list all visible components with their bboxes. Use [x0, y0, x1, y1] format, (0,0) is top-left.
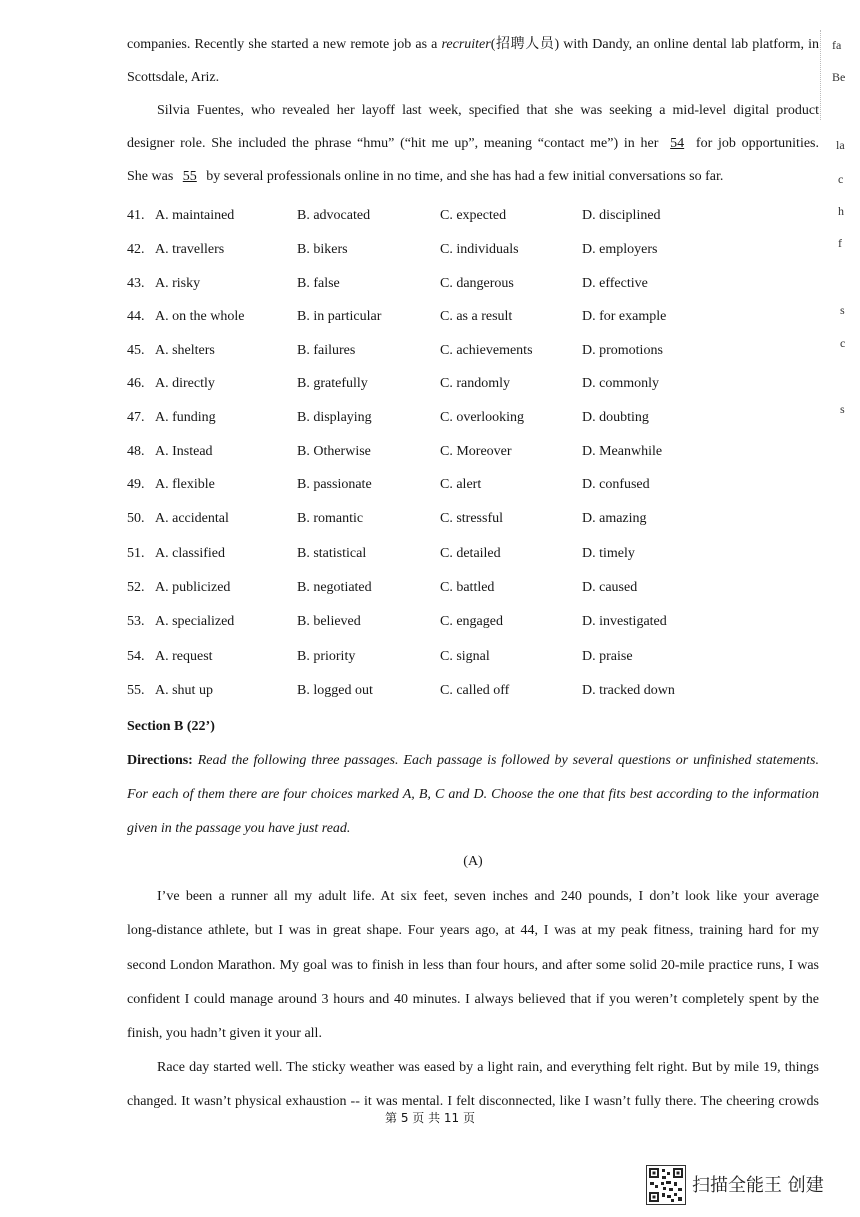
- question-number: 53.: [127, 614, 145, 629]
- option-b: B. failures: [297, 343, 356, 358]
- option-c: C. called off: [440, 683, 510, 698]
- option-b: B. believed: [297, 614, 361, 629]
- directions-line: Directions: Read the following three passages. Each passage is followed by several questions or unfinished statements.: [127, 753, 819, 768]
- option-a: A. maintained: [155, 208, 235, 223]
- option-b: B. gratefully: [297, 376, 368, 391]
- option-d: D. doubting: [582, 410, 649, 425]
- edge-fragment: s: [840, 402, 845, 416]
- watermark-text: 扫描全能王 创建: [692, 1175, 824, 1196]
- section-b-heading: Section B (22’): [127, 719, 215, 734]
- option-d: D. amazing: [582, 511, 647, 526]
- option-c: C. randomly: [440, 376, 510, 391]
- option-a: A. flexible: [155, 477, 215, 492]
- option-a: A. travellers: [155, 242, 225, 257]
- option-a: A. funding: [155, 410, 216, 425]
- option-c: C. as a result: [440, 309, 513, 324]
- option-row: [127, 510, 727, 528]
- option-c: C. expected: [440, 208, 507, 223]
- question-number: 42.: [127, 242, 145, 257]
- option-d: D. confused: [582, 477, 650, 492]
- question-number: 51.: [127, 546, 145, 561]
- passage-a-line: I’ve been a runner all my adult life. At six feet, seven inches and 240 pounds, I don’t look like your average: [157, 889, 819, 904]
- option-c: C. dangerous: [440, 276, 514, 291]
- option-row: [127, 241, 727, 259]
- edge-fragment: la: [836, 138, 845, 152]
- option-row: [127, 375, 727, 393]
- option-row: [127, 682, 727, 700]
- option-row: [127, 476, 727, 494]
- option-b: B. logged out: [297, 683, 373, 698]
- edge-fragment: c: [838, 172, 844, 186]
- option-row: [127, 613, 727, 631]
- recruiter-word: recruiter: [441, 37, 491, 52]
- option-d: D. tracked down: [582, 683, 675, 698]
- option-d: D. for example: [582, 309, 667, 324]
- option-c: C. individuals: [440, 242, 519, 257]
- option-d: D. effective: [582, 276, 648, 291]
- margin-dots: [820, 30, 821, 120]
- question-number: 48.: [127, 444, 145, 459]
- blank-54: 54: [670, 136, 685, 151]
- option-d: D. caused: [582, 580, 638, 595]
- question-number: 50.: [127, 511, 145, 526]
- option-b: B. Otherwise: [297, 444, 371, 459]
- option-b: B. advocated: [297, 208, 371, 223]
- edge-fragment: s: [840, 303, 845, 317]
- option-d: D. employers: [582, 242, 658, 257]
- option-b: B. negotiated: [297, 580, 372, 595]
- option-d: D. Meanwhile: [582, 444, 663, 459]
- question-number: 46.: [127, 376, 145, 391]
- passage-a-line: finish, you hadn’t given it your all.: [127, 1026, 322, 1041]
- option-a: A. shut up: [155, 683, 213, 698]
- question-number: 45.: [127, 343, 145, 358]
- option-a: A. specialized: [155, 614, 235, 629]
- question-number: 41.: [127, 208, 145, 223]
- option-b: B. romantic: [297, 511, 364, 526]
- option-row: [127, 648, 727, 666]
- option-a: A. request: [155, 649, 213, 664]
- option-b: B. statistical: [297, 546, 367, 561]
- edge-fragment: Be: [832, 70, 846, 84]
- passage-line: Silvia Fuentes, who revealed her layoff last week, specified that she was seeking a mid-level digital product: [157, 103, 819, 118]
- edge-fragment: fa: [832, 38, 842, 52]
- option-a: A. Instead: [155, 444, 213, 459]
- passage-line: She was 55 by several professionals online in no time, and she has had a few initial conversations so far.: [127, 169, 724, 184]
- option-c: C. detailed: [440, 546, 501, 561]
- question-number: 47.: [127, 410, 145, 425]
- qr-code-icon: [646, 1165, 686, 1205]
- option-row: [127, 275, 727, 293]
- option-b: B. bikers: [297, 242, 348, 257]
- option-row: [127, 579, 727, 597]
- option-d: D. promotions: [582, 343, 663, 358]
- question-number: 44.: [127, 309, 145, 324]
- option-c: C. stressful: [440, 511, 503, 526]
- option-c: C. Moreover: [440, 444, 512, 459]
- page-number: 第 5 页 共 11 页: [385, 1111, 475, 1125]
- passage-label: (A): [463, 854, 483, 869]
- edge-fragment: f: [838, 236, 842, 250]
- option-c: C. alert: [440, 477, 482, 492]
- question-number: 43.: [127, 276, 145, 291]
- option-c: C. achievements: [440, 343, 533, 358]
- directions-line: For each of them there are four choices marked A, B, C and D. Choose the one that fits best according to the information: [127, 787, 819, 802]
- directions-line: given in the passage you have just read.: [127, 821, 351, 836]
- option-d: D. investigated: [582, 614, 667, 629]
- option-c: C. overlooking: [440, 410, 524, 425]
- edge-fragment: c: [840, 336, 846, 350]
- question-number: 52.: [127, 580, 145, 595]
- option-row: [127, 207, 727, 225]
- option-d: D. timely: [582, 546, 635, 561]
- option-b: B. in particular: [297, 309, 382, 324]
- option-a: A. on the whole: [155, 309, 245, 324]
- passage-line: Scottsdale, Ariz.: [127, 70, 220, 85]
- passage-a-line: long-distance athlete, but I was in great shape. Four years ago, at 44, I was at my peak fitness, training hard for my: [127, 923, 819, 938]
- option-row: [127, 545, 727, 563]
- option-b: B. passionate: [297, 477, 372, 492]
- option-d: D. praise: [582, 649, 633, 664]
- question-number: 49.: [127, 477, 145, 492]
- option-row: [127, 342, 727, 360]
- option-row: [127, 308, 727, 326]
- option-a: A. classified: [155, 546, 225, 561]
- option-b: B. displaying: [297, 410, 372, 425]
- question-number: 54.: [127, 649, 145, 664]
- option-b: B. false: [297, 276, 340, 291]
- option-a: A. shelters: [155, 343, 215, 358]
- passage-a-line: second London Marathon. My goal was to finish in less than four hours, and after some solid 20-mile practice runs, I was: [127, 958, 819, 973]
- option-row: [127, 443, 727, 461]
- option-a: A. risky: [155, 276, 201, 291]
- option-row: [127, 409, 727, 427]
- edge-fragment: h: [838, 204, 844, 218]
- passage-a-line: changed. It wasn’t physical exhaustion -- it was mental. I felt disconnected, like I wasn’t fully there. The cheering crowds: [127, 1094, 819, 1109]
- passage-a-line: Race day started well. The sticky weather was eased by a light rain, and everything felt right. But by mile 19, things: [157, 1060, 819, 1075]
- passage-line: companies. Recently she started a new remote job as a recruiter(招聘人员) with Dandy, an online dental lab platform, in: [127, 37, 819, 52]
- option-a: A. accidental: [155, 511, 229, 526]
- blank-55: 55: [182, 169, 197, 184]
- passage-a-line: confident I could manage around 3 hours and 40 minutes. I always believed that if you weren’t completely spent by the: [127, 992, 819, 1007]
- option-a: A. directly: [155, 376, 215, 391]
- option-b: B. priority: [297, 649, 356, 664]
- option-d: D. commonly: [582, 376, 659, 391]
- option-d: D. disciplined: [582, 208, 661, 223]
- passage-line: designer role. She included the phrase “hmu” (“hit me up”, meaning “contact me”) in her 54 for job opportunities.: [127, 136, 819, 151]
- question-number: 55.: [127, 683, 145, 698]
- option-a: A. publicized: [155, 580, 231, 595]
- option-c: C. battled: [440, 580, 495, 595]
- option-c: C. engaged: [440, 614, 503, 629]
- option-c: C. signal: [440, 649, 490, 664]
